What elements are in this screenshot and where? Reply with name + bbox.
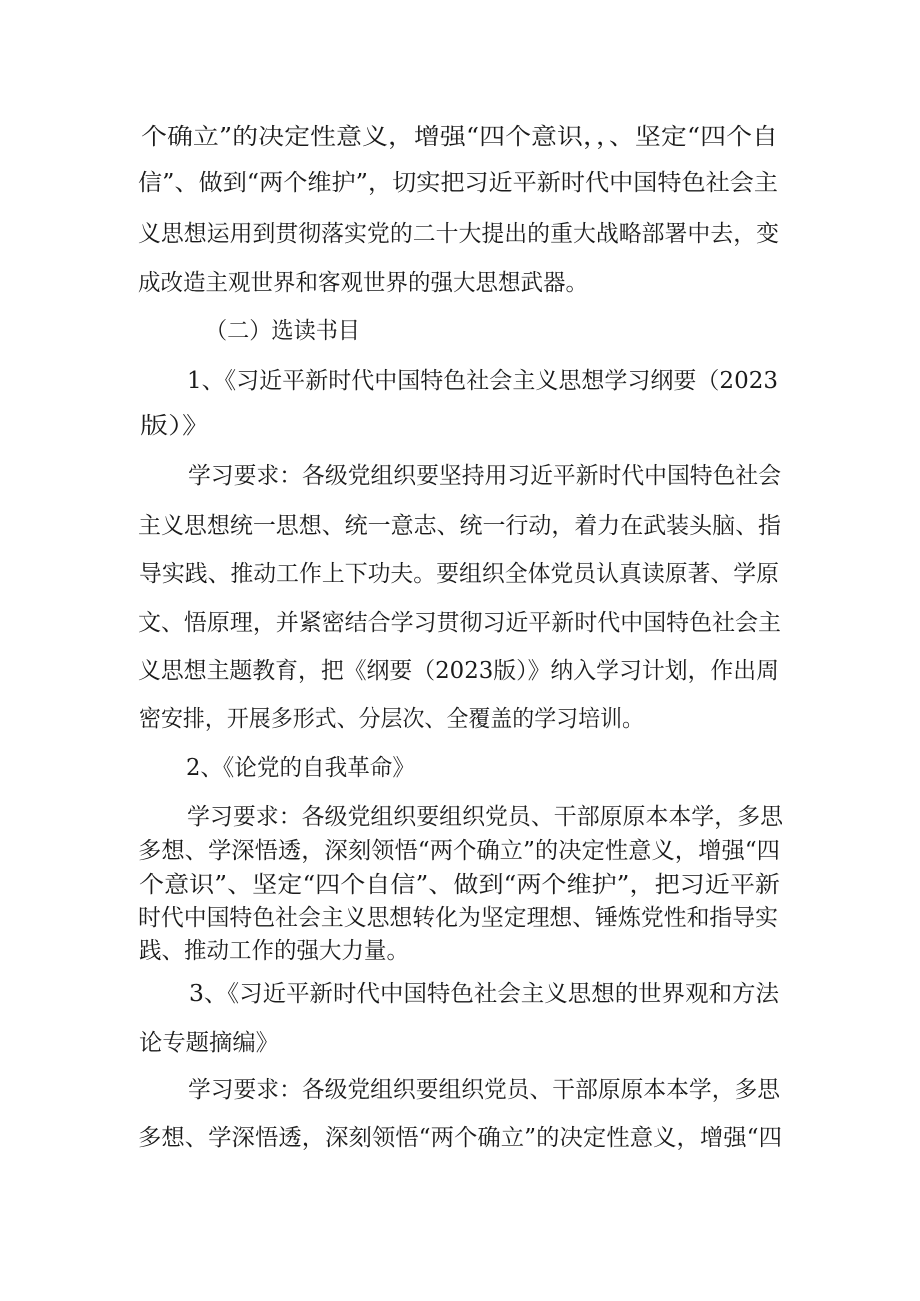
requirement-line: 时代中国特色社会主义思想转化为坚定理想、锤炼党性和指导实 [138, 905, 778, 931]
requirement-line: 多想、学深悟透，深刻领悟“两个确立”的决定性意义，增强“四 [138, 838, 780, 864]
requirement-line: 密安排，开展多形式、分层次、全覆盖的学习培训。 [139, 706, 644, 732]
paragraph-line: 成改造主观世界和客观世界的强大思想武器。 [138, 270, 588, 296]
requirement-line: 学习要求：各级党组织要坚持用习近平新时代中国特色社会 [188, 463, 781, 489]
book-title: 2、《论党的自我革命》 [186, 755, 415, 781]
book-title: 版）》 [140, 413, 210, 439]
paragraph-line: 信”、做到“两个维护”，切实把习近平新时代中国特色社会主 [138, 170, 778, 196]
book-title: 1、《习近平新时代中国特色社会主义思想学习纲要（2023 [187, 368, 778, 394]
book-title: 论专题摘编》 [139, 1030, 279, 1056]
section-heading: （二）选读书目 [205, 318, 360, 344]
paragraph-line: 个确立”的决定性意义，增强“四个意识，，、坚定“四个自 [141, 124, 778, 150]
requirement-line: 多想、学深悟透，深刻领悟“两个确立”的决定性意义，增强“四 [138, 1125, 782, 1151]
requirement-line: 文、悟原理，并紧密结合学习贯彻习近平新时代中国特色社会主 [138, 610, 781, 636]
paragraph-line: 义思想运用到贯彻落实党的二十大提出的重大战略部署中去，变 [138, 221, 779, 247]
requirement-line: 学习要求：各级党组织要组织党员、干部原原本本学，多思 [187, 804, 783, 830]
requirement-line: 学习要求：各级党组织要组织党员、干部原原本本学，多思 [188, 1077, 780, 1103]
book-title: 3、《习近平新时代中国特色社会主义思想的世界观和方法 [189, 981, 779, 1007]
requirement-line: 主义思想统一思想、统一意志、统一行动，着力在武装头脑、指 [138, 513, 781, 539]
requirement-line: 导实践、推动工作上下功夫。要组织全体党员认真读原著、学原 [139, 561, 779, 587]
requirement-line: 践、推动工作的强大力量。 [139, 938, 409, 964]
requirement-line: 个意识”、坚定“四个自信”、做到“两个维护”，把习近平新 [139, 872, 780, 898]
requirement-line: 义思想主题教育，把《纲要（2023版）》纳入学习计划，作出周 [138, 658, 779, 684]
